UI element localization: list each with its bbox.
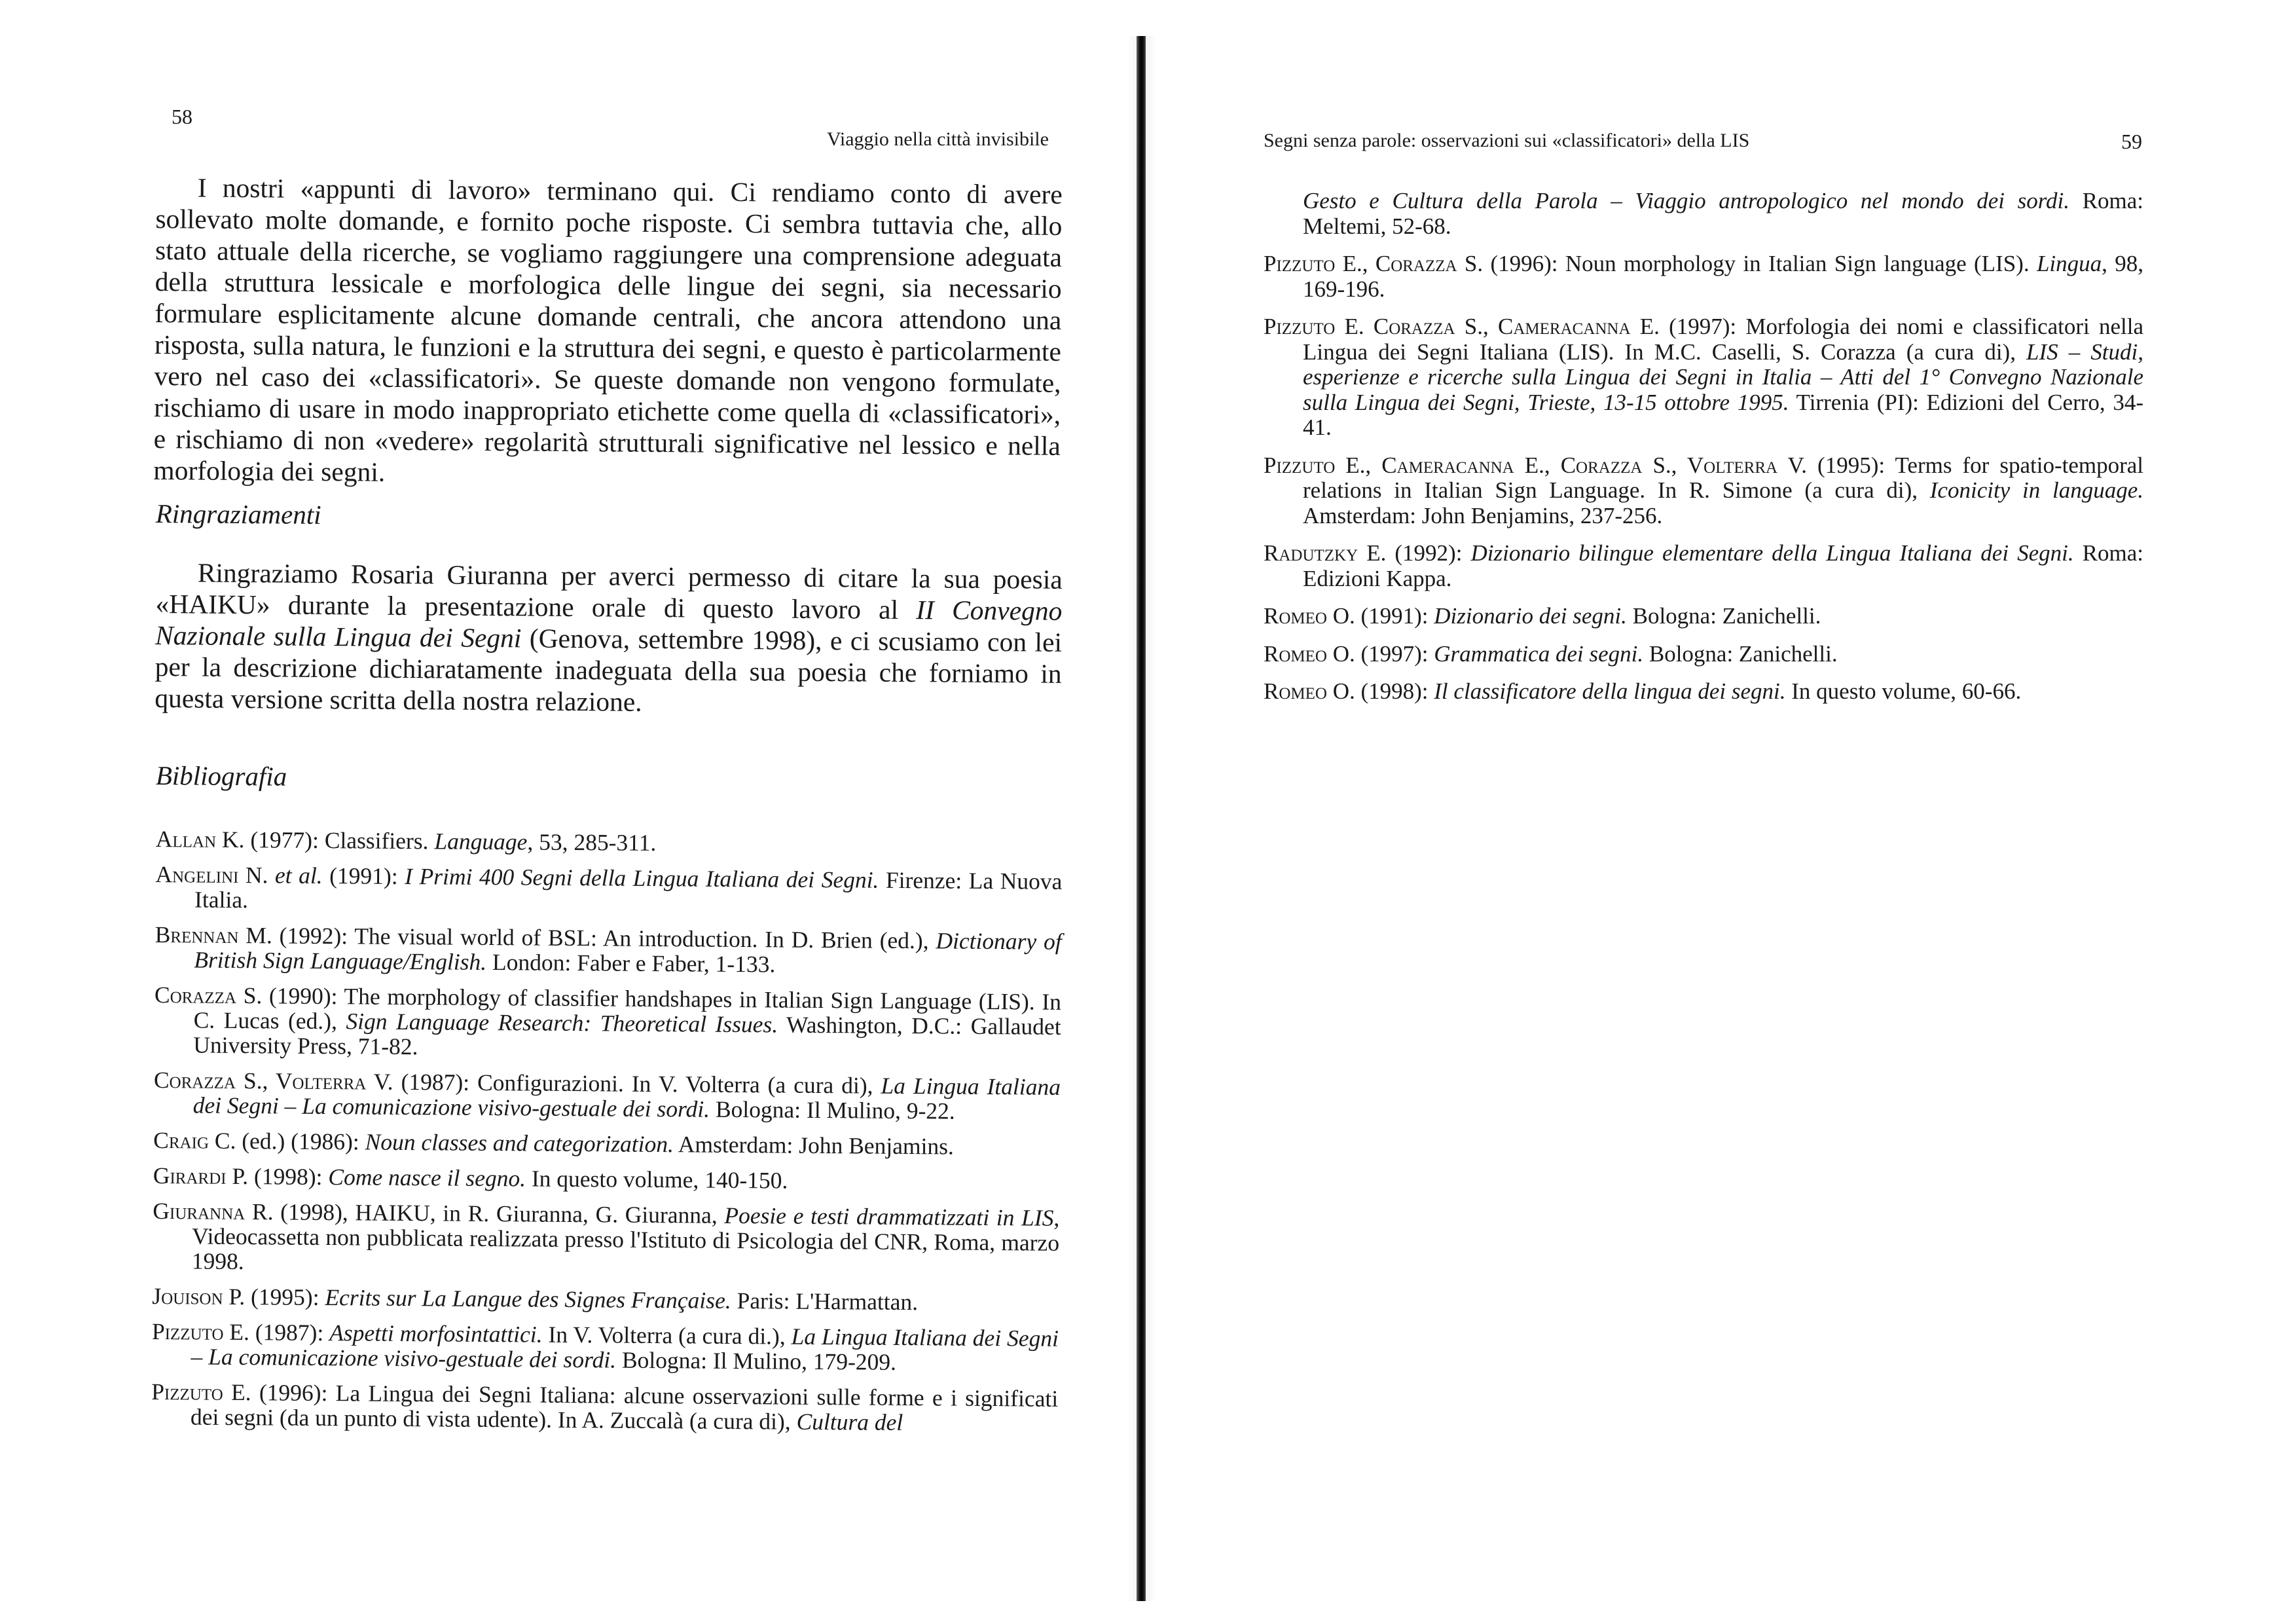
ref-text: (1996): La Lingua dei Segni Italiana: alcune osservazioni sulle forme e i significati dei segni (da un punto di vista udente). In A. Zuccalà (a cura di), [190,1379,1059,1435]
ack-text-2: (Genova, settembre 1998), e ci scusiamo con lei per la descrizione dichiaratamente inadeguata della sua poesia che forniamo in questa versione scritta della nostra relazione. [155,623,1063,717]
ref-text: (1998): [247,1163,329,1190]
ref-text: In questo volume, 60-66. [1785,678,2022,704]
bibliography-heading: Bibliografia [155,760,287,792]
ref-title: Iconicity in language. [1929,477,2143,503]
ref-author: Corazza S. [154,981,263,1009]
ref-text: Bologna: Il Mulino, 9-22. [709,1096,955,1124]
ref-text: ). In M.C. Caselli, S. Corazza (a cura di), [1601,339,2027,365]
ref-text: (1987): Configurazioni. In V. Volterra (a cura di), [393,1068,881,1099]
ref-text: , in R. Giuranna, G. Giuranna, [429,1200,725,1228]
ref-text: (1990): The morphology of classifier handshapes in Italian Sign Language ( [262,982,987,1014]
reference-entry [1264,314,2143,441]
reference-entry [153,1198,1060,1280]
ack-conference-title: II Convegno Nazionale sulla Lingua dei Segni [155,595,1063,654]
ref-text: , 53, 285-311. [527,828,657,857]
ref-title: Dizionario bilingue elementare della Lingua Italiana dei Segni. [1470,540,2074,566]
running-head-text: Segni senza parole: osservazioni sui «classificatori» della [1264,130,1721,151]
ref-text [268,862,275,888]
ref-author: Corazza S., Volterra V. [153,1066,393,1095]
ref-text: (1995): Terms for spatio-temporal relations in Italian Sign Language. In R. Simone (a cura di), [1303,452,2143,503]
reference-entry [1264,679,2143,705]
reference-entry [153,1163,1060,1195]
ref-text: Washington, D.C.: Gallaudet University Press, 71-82. [193,1011,1061,1060]
running-head-acronym: LIS [1720,130,1750,151]
ref-acronym: LIS [986,987,1022,1015]
acknowledgements-paragraph [155,557,1063,721]
ref-text: Paris: L'Harmattan. [731,1287,919,1316]
ref-text: (1992): The visual world of [272,922,549,951]
ref-text: ). In C. Lucas (ed.), [193,988,1062,1035]
intro-paragraph: I nostri «appunti di lavoro» terminano qui. Ci rendiamo conto di avere sollevato molte domande, e fornito poche risposte. Ci sembra tuttavia che, allo stato attuale della ricerche, se vogliamo raggiungere una comprensione adeguata della struttura lessicale e morfologica delle lingue dei segni, sia necessario formulare esplicitamente alcune domande centrali, che ancora attendono una risposta, sulla natura, le funzioni e la struttura dei segni, e questo è particolarmente vero nel caso dei «classificatori». Se queste domande non vengono formulate, rischiamo di usare in modo inappropriato etichette come quella di «classificatori», e rischiamo di non «vedere» regolarità strutturali significative nel lessico e nella morfologia dei segni. [153,172,1063,487]
ref-author: Radutzky E. [1264,540,1387,566]
ref-title: et al. [274,862,323,889]
ref-text: (ed.) (1986): [236,1127,365,1155]
ref-text: Bologna: Zanichelli. [1643,640,1838,667]
ref-text: , Roma, marzo 1998. [191,1228,1060,1275]
ref-author: Giuranna R. [153,1197,274,1225]
ref-text: Tirrenia (PI): Edizioni del Cerro, 34-41. [1303,389,2143,440]
reference-entry [153,1128,1060,1160]
reference-entry [152,1283,1059,1316]
ref-title: Cultura del [796,1408,903,1435]
ref-text: Roma: Edizioni Kappa. [1303,540,2143,591]
ref-text: , 98, 169-196. [1303,251,2143,302]
ref-author: Pizzuto E. [151,1378,251,1406]
ref-text: ). [2016,251,2037,276]
ref-author: Pizzuto E., Cameracanna E., Corazza S., Volterra V. [1264,452,1807,478]
ref-author: Romeo O. [1264,603,1355,629]
ref-text: (1997): Morfologia dei nomi e classificatori nella Lingua dei Segni Italiana ( [1303,314,2143,365]
ref-text: (1997): [1355,640,1434,667]
reference-entry [155,862,1063,919]
ref-text: (1977): Classifiers. [244,826,435,855]
reference-entry [1264,604,2143,629]
ref-acronym: BSL [547,924,591,951]
ref-title: La Lingua Italiana dei Segni – La comunicazione visivo-gestuale dei sordi. [192,1072,1061,1122]
ref-text: Bologna: Il Mulino, 179-209. [615,1346,897,1375]
ref-text: (1998), [273,1198,355,1226]
ref-author: Pizzuto E. [151,1318,250,1346]
ref-acronym: CNR [874,1228,922,1255]
ref-text: Roma: Meltemi, 52-68. [1303,188,2143,239]
right-references [1264,189,2143,717]
ref-text: Bologna: Zanichelli. [1626,603,1821,629]
ref-acronym: HAIKU [355,1199,430,1227]
right-running-head [1264,130,1749,152]
reference-entry [1264,541,2143,591]
ref-author: Pizzuto E., Corazza S. [1264,251,1484,276]
ref-text: , Videocassetta non pubblicata realizzata presso l'Istituto di Psicologia del [191,1204,1060,1255]
ref-title: Come nasce il segno. [328,1164,526,1192]
ref-author: Allan K. [155,826,245,853]
ref-author: Romeo O. [1264,678,1355,704]
ref-text: (1991): [322,862,405,889]
ref-acronym: LIS [1566,339,1601,365]
ref-author: Pizzuto E. Corazza S., Cameracanna E. [1264,314,1660,339]
reference-entry [151,1379,1059,1436]
ref-text: (1987): [249,1319,330,1346]
ref-title: Poesie e testi drammatizzati in LIS [724,1202,1054,1231]
ref-title: Aspetti morfosintattici. [329,1320,543,1348]
intro-block [153,172,1063,493]
ref-title: I Primi 400 Segni della Lingua Italiana dei Segni. [405,862,879,893]
ref-text: London: Faber e Faber, 1-133. [486,948,776,978]
reference-entry [1264,251,2143,302]
ref-text: In V. Volterra (a cura di.), [542,1321,792,1350]
ref-title: Language [434,828,528,855]
ref-author: Girardi P. [153,1162,249,1190]
ref-text: Firenze: La Nuova Italia. [194,866,1063,913]
ref-text: (1992): [1386,540,1471,566]
ref-text: : An introduction. In D. Brien (ed.), [590,925,936,954]
reference-continuation [1264,189,2143,239]
ref-text: (1991): [1355,603,1434,629]
ref-text: In questo volume, 140-150. [525,1165,788,1194]
right-page-number: 59 [2121,130,2142,153]
ref-title: Dizionario dei segni. [1434,603,1627,629]
reference-entry [1264,453,2143,529]
ref-title: LIS – Studi, esperienze e ricerche sulla Lingua dei Segni in Italia – Atti del 1° Convegno Nazionale sulla Lingua dei Segni, Trieste, 13-15 ottobre 1995. [1303,339,2143,415]
acknowledgements-block [155,557,1063,721]
ref-text: (1996): Noun morphology in Italian Sign language ( [1483,251,1982,276]
reference-entry [154,1067,1061,1124]
ref-text: (1995): [245,1283,325,1311]
ref-author: Jouison P. [152,1282,246,1310]
left-references [151,826,1063,1447]
ref-text: (1998): [1355,678,1434,704]
left-running-head: Viaggio nella città invisibile [827,128,1049,150]
reference-entry [151,1319,1059,1376]
ack-text-1: Ringraziamo Rosaria Giuranna per averci permesso di citare la sua poesia «HAIKU» durante la presentazione orale di questo lavoro al [155,557,1063,625]
ref-title: Lingua [2036,251,2102,276]
ref-title: Grammatica dei segni. [1434,640,1644,667]
ref-acronym: LIS [1981,251,2016,276]
ref-title: Ecrits sur La Langue des Signes Française. [325,1284,731,1314]
ref-author: Angelini N. [155,860,268,889]
ref-title: Gesto e Cultura della Parola – Viaggio antropologico nel mondo dei sordi. [1303,188,2070,213]
reference-entry [154,982,1061,1064]
reference-entry [155,922,1062,979]
ref-author: Craig C. [153,1126,236,1154]
ref-text: Amsterdam: John Benjamins. [673,1131,955,1160]
left-page-number: 58 [172,105,192,128]
ref-title: Sign Language Research: Theoretical Issues. [346,1008,778,1038]
ref-author: Romeo O. [1264,640,1355,667]
acknowledgements-heading: Ringraziamenti [155,498,321,530]
ref-title: Noun classes and categorization. [365,1128,674,1158]
reference-entry [1264,642,2143,667]
ref-title: Dictionary of British Sign Language/English. [194,927,1062,975]
ref-title: La Lingua Italiana dei Segni – La comunicazione visivo-gestuale dei sordi. [191,1323,1059,1373]
ref-title: Il classificatore della lingua dei segni. [1434,678,1786,704]
ref-author: Brennan M. [155,921,272,949]
book-spine [1137,36,1146,1601]
ref-text: Amsterdam: John Benjamins, 237-256. [1303,502,1663,528]
